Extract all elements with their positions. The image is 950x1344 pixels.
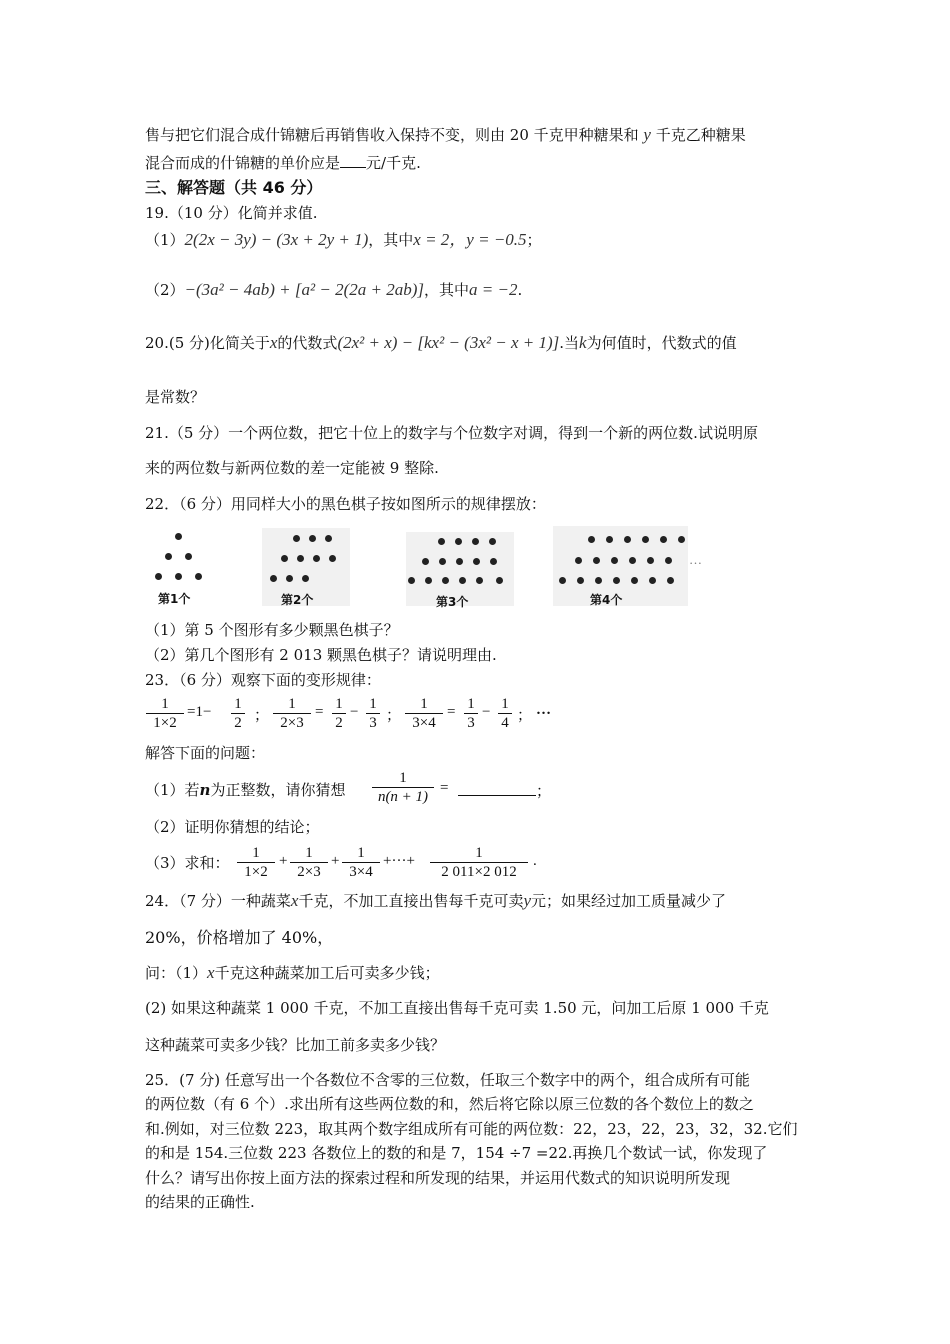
chess-piece	[422, 558, 429, 565]
q20-text-d: 为何值时，代数式的值	[586, 334, 737, 352]
q19-p2-condition: a = −2	[469, 280, 518, 299]
answer-blank	[458, 781, 536, 796]
operator: =1−	[187, 704, 212, 720]
chess-piece	[667, 577, 674, 584]
operator: +	[279, 853, 288, 869]
q23-answer-intro: 解答下面的问题：	[145, 744, 266, 762]
chess-piece	[175, 573, 182, 580]
figure-1-caption: 第1个	[158, 592, 191, 606]
q18-text-e: 元/千克.	[366, 154, 421, 172]
chess-piece	[438, 538, 445, 545]
fraction: 1 1×2	[237, 844, 275, 881]
var-x: x	[207, 963, 215, 982]
q19-part1	[145, 230, 542, 250]
q19-p2-label: （2）	[145, 281, 185, 299]
chess-piece	[185, 553, 192, 560]
chess-piece	[642, 536, 649, 543]
chess-piece	[155, 573, 162, 580]
q23-p1-mid: 为正整数，请你猜想	[210, 781, 346, 799]
chess-piece	[195, 573, 202, 580]
chess-piece	[593, 557, 600, 564]
q19-title: 19.（10 分）化简并求值.	[145, 204, 318, 222]
separator: ；	[517, 708, 533, 724]
q19-p1-label: （1）	[145, 231, 185, 249]
chess-piece	[281, 555, 288, 562]
q19-p1-end: ；	[526, 231, 542, 249]
var-n: n	[199, 781, 211, 799]
chess-piece	[647, 557, 654, 564]
q18-line1	[145, 125, 746, 145]
q22-part1: （1）第 5 个图形有多少颗黑色棋子？	[145, 621, 399, 639]
chess-piece	[408, 577, 415, 584]
operator: +···+	[383, 853, 415, 869]
q25-line3: 和.例如，对三位数 223，取其两个数字组成所有可能的两位数：22，23，22，23，32，32.它们	[145, 1120, 798, 1138]
q23-title: 23．（6 分）观察下面的变形规律：	[145, 671, 381, 689]
q19-p1-mid: ，其中	[368, 231, 414, 249]
q20-expression: (2x² + x) − [kx² − (3x² − x + 1)]	[337, 333, 560, 352]
chess-piece	[459, 577, 466, 584]
chess-piece	[456, 558, 463, 565]
chess-piece	[559, 577, 566, 584]
chess-piece	[629, 557, 636, 564]
chess-piece	[309, 535, 316, 542]
chess-piece	[595, 577, 602, 584]
chess-piece	[496, 577, 503, 584]
q18-text-d: 混合而成的什锦糖的单价应是	[145, 154, 341, 172]
operator: =	[315, 704, 324, 720]
q20-line1	[145, 333, 737, 353]
q20-text-c: .当	[559, 334, 580, 352]
fraction: 1 2×3	[290, 844, 328, 881]
q23-part1	[145, 780, 345, 800]
q25-line5: 什么？请写出你按上面方法的探索过程和所发现的结果，并运用代数式的知识说明所发现	[145, 1169, 731, 1187]
chess-piece	[665, 557, 672, 564]
var-x: x	[290, 891, 299, 910]
chess-piece	[473, 558, 480, 565]
q19-p1-expression: 2(2x − 3y) − (3x + 2y + 1)	[184, 230, 369, 249]
q18-text-a: 售与把它们混合成什锦糖后再销售收入保持不变，则由 20 千克甲种糖果和	[145, 126, 639, 144]
q23-p1-label: （1）若	[145, 781, 200, 799]
q19-p2-mid: ，其中	[423, 281, 469, 299]
separator: ；	[386, 708, 402, 724]
fraction: 1 4	[498, 695, 512, 732]
figure-4-caption: 第4个	[590, 593, 623, 607]
operator: −	[350, 704, 359, 720]
q20-line2: 是常数？	[145, 388, 206, 406]
answer-line: ；	[458, 780, 551, 801]
q19-p2-expression: −(3a² − 4ab) + [a² − 2(2a + 2ab)]	[184, 280, 424, 299]
chess-piece	[624, 536, 631, 543]
chess-piece	[649, 577, 656, 584]
q18-text-c: 千克乙种糖果	[655, 126, 746, 144]
figure-2-caption: 第2个	[281, 593, 314, 607]
separator: ；	[254, 708, 270, 724]
chess-piece	[302, 575, 309, 582]
chess-piece	[611, 557, 618, 564]
chess-piece	[165, 553, 172, 560]
chess-piece	[476, 577, 483, 584]
q25-line4: 的和是 154.三位数 223 各数位上的数的和是 7，154 ÷7 =22.再换几个数试一试，你发现了	[145, 1144, 768, 1162]
chess-piece	[631, 577, 638, 584]
chess-piece	[297, 555, 304, 562]
operator: +	[331, 853, 340, 869]
q21-line1: 21.（5 分）一个两位数，把它十位上的数字与个位数字对调，得到一个新的两位数.试说明原	[145, 424, 758, 442]
q24-line2: 20%，价格增加了 40%，	[145, 928, 334, 947]
chess-piece	[442, 577, 449, 584]
fraction: 1 3×4	[342, 844, 380, 881]
period: .	[533, 853, 537, 869]
fraction: 1 1×2	[146, 695, 184, 732]
chess-piece	[325, 535, 332, 542]
q18-line2	[145, 153, 421, 173]
chess-piece	[175, 533, 182, 540]
chess-piece	[313, 555, 320, 562]
q24-line3: 问：（1）x千克这种蔬菜加工后可卖多少钱；	[145, 963, 440, 982]
chess-piece	[490, 558, 497, 565]
chess-piece	[660, 536, 667, 543]
operator: =	[440, 780, 449, 796]
figure-3-caption: 第3个	[436, 595, 469, 609]
chess-piece	[455, 538, 462, 545]
operator: =	[447, 704, 456, 720]
var-y: y	[643, 125, 651, 144]
chess-piece	[472, 538, 479, 545]
fraction: 1 2	[332, 695, 346, 732]
q24-line5: 这种蔬菜可卖多少钱？比加工前多卖多少钱？	[145, 1036, 446, 1054]
fraction: 1 3	[366, 695, 380, 732]
fraction: 1 3	[464, 695, 478, 732]
fraction: 1 3×4	[405, 695, 443, 732]
chess-piece	[489, 538, 496, 545]
q21-line2: 来的两位数与新两位数的差一定能被 9 整除.	[145, 459, 439, 477]
fraction: 1 2	[231, 695, 245, 732]
chess-piece	[293, 535, 300, 542]
q22-title: 22．（6 分）用同样大小的黑色棋子按如图所示的规律摆放：	[145, 495, 546, 513]
chess-piece	[678, 536, 685, 543]
q19-part2	[145, 280, 522, 300]
section-heading: 三、解答题（共 46 分）	[145, 178, 323, 197]
chess-piece	[439, 558, 446, 565]
q25-line6: 的结果的正确性.	[145, 1193, 255, 1211]
operator: −	[482, 704, 491, 720]
chess-piece	[613, 577, 620, 584]
q23-part2: （2）证明你猜想的结论；	[145, 818, 320, 836]
q24-line1: 24．（7 分）一种蔬菜x千克，不加工直接出售每千克可卖y元；如果经过加工质量减少了	[145, 891, 727, 910]
chess-piece	[575, 557, 582, 564]
chess-piece	[270, 575, 277, 582]
answer-blank	[340, 153, 366, 168]
q20-text-b: 的代数式	[277, 334, 338, 352]
q24-line4: (2) 如果这种蔬菜 1 000 千克，不加工直接出售每千克可卖 1.50 元，问加工后原 1 000 千克	[145, 999, 769, 1017]
q19-p2-end: .	[517, 281, 523, 299]
chess-piece	[588, 536, 595, 543]
var-k: k	[579, 333, 587, 352]
chess-piece	[329, 555, 336, 562]
chess-piece	[286, 575, 293, 582]
q20-text-a: 20.(5 分)化简关于	[145, 334, 270, 352]
pattern-ellipsis: …	[689, 552, 702, 567]
q25-line2: 的两位数（有 6 个）.求出所有这些两位数的和，然后将它除以原三位数的各个数位上的数之	[145, 1095, 754, 1113]
q23-part3-label: （3）求和：	[145, 854, 230, 872]
continuation-dots: …	[536, 702, 551, 718]
fraction: 1 2×3	[273, 695, 311, 732]
guess-fraction: 1 n(n + 1)	[372, 769, 434, 806]
chess-piece	[577, 577, 584, 584]
q22-part2: （2）第几个图形有 2 013 颗黑色棋子？请说明理由.	[145, 646, 497, 664]
fraction: 1 2 011×2 012	[430, 844, 528, 881]
var-x: x	[269, 333, 278, 352]
var-y: y	[523, 891, 532, 910]
chess-piece	[425, 577, 432, 584]
chess-piece	[606, 536, 613, 543]
q19-p1-condition: x = 2，y = −0.5	[413, 230, 527, 249]
q25-line1: 25．(7 分) 任意写出一个各数位不含零的三位数，任取三个数字中的两个，组合成所有可能	[145, 1071, 750, 1089]
